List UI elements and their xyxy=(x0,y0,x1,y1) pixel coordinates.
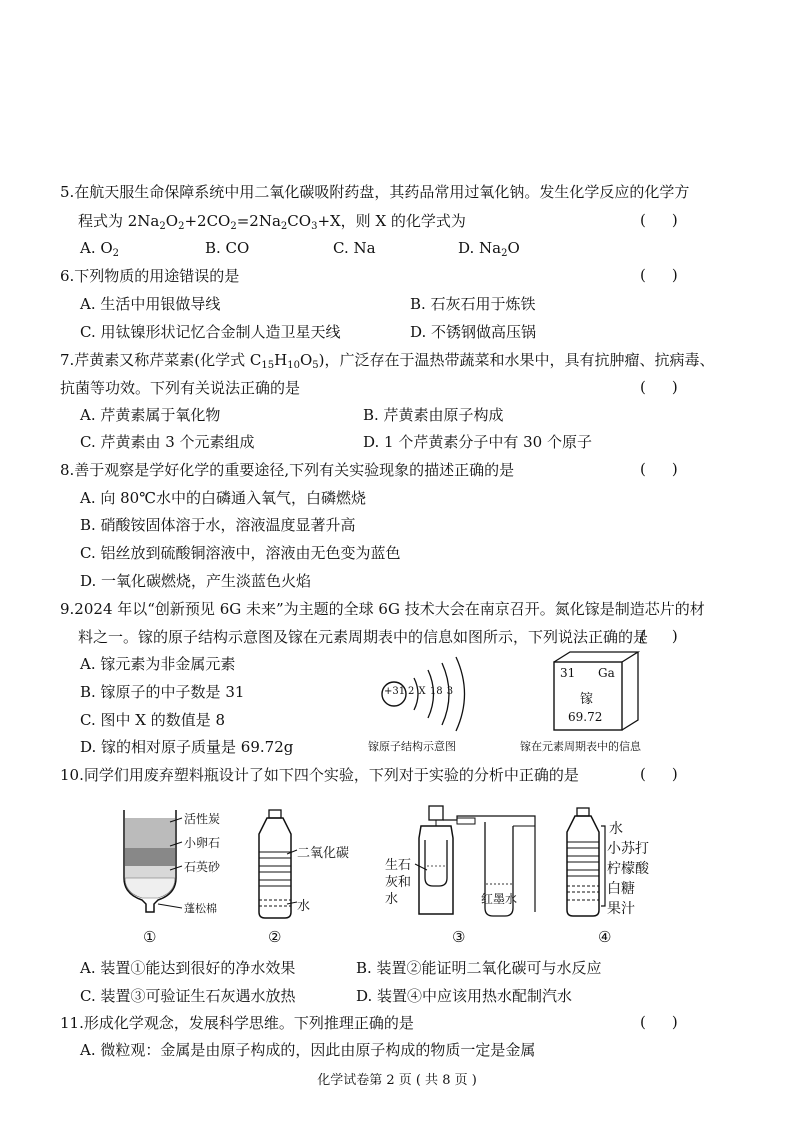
q9-line2: 料之一。镓的原子结构示意图及镓在元素周期表中的信息如图所示，下列说法正确的是 xyxy=(78,628,649,646)
fig1-label-pebbles: 小卵石 xyxy=(184,836,221,850)
q8-option-b: B. 硝酸铵固体溶于水，溶液温度显著升高 xyxy=(80,516,356,534)
q5-option-b: B. CO xyxy=(205,239,250,257)
q10-stem: 10.同学们用废弃塑料瓶设计了如下四个实验，下列对于实验的分析中正确的是 xyxy=(60,766,579,784)
q6-answer-parens: () xyxy=(640,266,704,284)
cell-atomic-mass: 69.72 xyxy=(568,710,603,724)
q7-line1: 7.芹黄素又称芹菜素(化学式 $C_{15}H_{10}O_5$)，广泛存在于温热带蔬菜和水果中，具有抗肿瘤、抗病毒、 xyxy=(60,351,715,371)
q5-option-c: C. Na xyxy=(333,239,376,257)
q7-line2: 抗菌等功效。下列有关说法正确的是 xyxy=(60,379,301,397)
q5-option-a: A. $O_2$ xyxy=(80,239,120,259)
fig3-quicklime-apparatus xyxy=(385,804,540,924)
fig4-soda-bottle xyxy=(565,806,675,924)
q5-line1: 5.在航天服生命保障系统中用二氧化碳吸附药盘，其药品常用过氧化钠。发生化学反应的化学方 xyxy=(60,183,690,201)
q10-option-a: A. 装置①能达到很好的净水效果 xyxy=(80,959,296,977)
q9-answer-parens: () xyxy=(640,627,704,645)
cell-caption: 镓在元素周期表中的信息 xyxy=(520,740,641,753)
q5-line2: 程式为 $2Na_2O_2+2CO_2=2Na_2CO_3+X$，则 X 的化学式为 xyxy=(78,212,466,232)
fig1-number: ① xyxy=(143,928,157,946)
page-footer: 化学试卷第 2 页 ( 共 8 页 ) xyxy=(317,1073,477,1088)
q9-option-d: D. 镓的相对原子质量是 69.72g xyxy=(80,738,294,756)
q6-option-c: C. 用钛镍形状记忆合金制人造卫星天线 xyxy=(80,323,341,341)
fig2-co2-bottle xyxy=(255,808,365,923)
fig4-label-sugar: 白糖 xyxy=(607,881,635,897)
q8-option-a: A. 向 80℃水中的白磷通入氧气，白磷燃烧 xyxy=(80,489,367,507)
q6-option-d: D. 不锈钢做高压锅 xyxy=(410,323,537,341)
q8-option-c: C. 铝丝放到硫酸铜溶液中，溶液由无色变为蓝色 xyxy=(80,544,401,562)
gallium-atom-diagram xyxy=(372,652,482,732)
q6-option-a: A. 生活中用银做导线 xyxy=(80,295,221,313)
q11-answer-parens: () xyxy=(640,1013,704,1031)
cell-element-name: 镓 xyxy=(580,692,594,707)
fig3-number: ③ xyxy=(452,928,466,946)
fig2-label-water: 水 xyxy=(297,899,311,914)
fig1-label-sand: 石英砂 xyxy=(184,860,221,874)
q10-answer-parens: () xyxy=(640,765,704,783)
atom-diagram-caption: 镓原子结构示意图 xyxy=(368,740,456,753)
fig1-label-cotton: 蓬松棉 xyxy=(184,902,217,915)
fig3-label-line1: 生石 xyxy=(385,858,412,873)
fig1-label-carbon: 活性炭 xyxy=(184,812,221,826)
q10-option-b: B. 装置②能证明二氧化碳可与水反应 xyxy=(356,959,602,977)
gallium-periodic-cell xyxy=(548,650,640,732)
fig3-label-red-ink: 红墨水 xyxy=(481,892,518,906)
q10-option-c: C. 装置③可验证生石灰遇水放热 xyxy=(80,987,296,1005)
q9-line1: 9.2024 年以“创新预见 6G 未来”为主题的全球 6G 技术大会在南京召开。氮化镓是制造芯片的材 xyxy=(60,600,705,618)
q5-option-d: D. $Na_2O$ xyxy=(458,239,520,259)
q9-option-a: A. 镓元素为非金属元素 xyxy=(80,655,236,673)
fig4-label-citric-acid: 柠檬酸 xyxy=(607,861,649,877)
atom-nucleus-label: +31 xyxy=(384,686,406,697)
q8-stem: 8.善于观察是学好化学的重要途径,下列有关实验现象的描述正确的是 xyxy=(60,461,515,479)
q7-answer-parens: () xyxy=(640,378,704,396)
q10-option-d: D. 装置④中应该用热水配制汽水 xyxy=(356,987,573,1005)
q6-option-b: B. 石灰石用于炼铁 xyxy=(410,295,536,313)
q8-option-d: D. 一氧化碳燃烧，产生淡蓝色火焰 xyxy=(80,572,312,590)
fig4-label-water: 水 xyxy=(609,821,623,837)
q5-answer-parens: () xyxy=(640,211,704,229)
q8-answer-parens: () xyxy=(640,460,704,478)
cell-atomic-number: 31 xyxy=(560,666,576,680)
q9-option-b: B. 镓原子的中子数是 31 xyxy=(80,683,245,701)
q7-option-b: B. 芹黄素由原子构成 xyxy=(363,406,504,424)
fig4-label-juice: 果汁 xyxy=(607,901,635,917)
fig3-label-line2: 灰和 xyxy=(385,875,412,890)
fig2-label-co2: 二氧化碳 xyxy=(297,846,350,861)
q7-option-a: A. 芹黄素属于氧化物 xyxy=(80,406,221,424)
q7-option-c: C. 芹黄素由 3 个元素组成 xyxy=(80,433,255,451)
fig4-label-baking-soda: 小苏打 xyxy=(607,841,649,857)
atom-shells-label: 2 X 18 3 xyxy=(408,686,454,697)
fig3-label-line3: 水 xyxy=(385,892,399,907)
q11-option-a: A. 微粒观：金属是由原子构成的，因此由原子构成的物质一定是金属 xyxy=(80,1041,536,1059)
fig2-number: ② xyxy=(268,928,282,946)
fig4-number: ④ xyxy=(598,928,612,946)
fig1-water-filter xyxy=(120,808,230,918)
q6-stem: 6.下列物质的用途错误的是 xyxy=(60,267,240,285)
q7-option-d: D. 1 个芹黄素分子中有 30 个原子 xyxy=(363,433,592,451)
q11-stem: 11.形成化学观念，发展科学思维。下列推理正确的是 xyxy=(60,1014,414,1032)
cell-symbol: Ga xyxy=(598,666,615,680)
q9-option-c: C. 图中 X 的数值是 8 xyxy=(80,711,226,729)
